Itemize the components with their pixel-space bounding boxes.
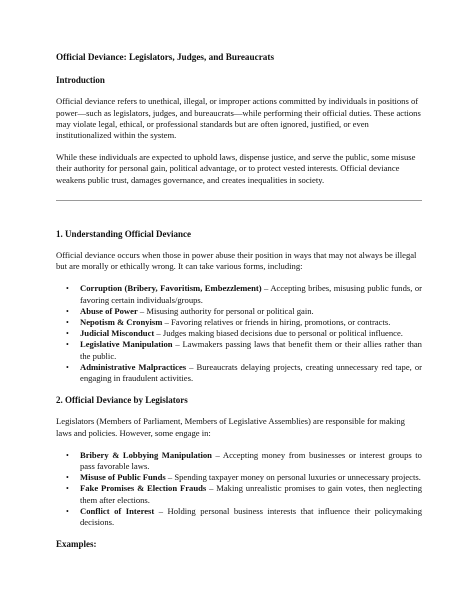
list-item-description: – Favoring relatives or friends in hiring, promotions, or contracts. [162, 317, 391, 328]
bullet-icon: • [66, 340, 69, 350]
list-item-term: Misuse of Public Funds [80, 472, 166, 483]
list-item [56, 328, 422, 339]
list-item-description: – Accepting bribes, misusing public funds, or favoring certain individuals/groups. [80, 283, 422, 305]
list-item-term: Legislative Manipulation [80, 339, 173, 350]
list-item [56, 362, 422, 384]
section-2-bullet-list [56, 450, 422, 528]
section-1-bullet-list [56, 283, 422, 384]
section-2-paragraph: Legislators (Members of Parliament, Members of Legislative Assemblies) are responsible for making laws and policies. However, some engage in: [56, 416, 405, 438]
list-item [56, 450, 422, 472]
document-title: Official Deviance: Legislators, Judges, and Bureaucrats [56, 52, 275, 62]
section-2-heading: 2. Official Deviance by Legislators [56, 395, 188, 406]
list-item-term: Fake Promises & Election Frauds [80, 483, 207, 494]
bullet-icon: • [66, 473, 69, 483]
list-item-description: – Bureaucrats delaying projects, creating unnecessary red tape, or engaging in fraudulent activities. [80, 361, 422, 384]
list-item-description: – Spending taxpayer money on personal luxuries or unnecessary projects. [165, 472, 421, 483]
section-divider [56, 200, 422, 201]
list-item-description: – Misusing authority for personal or political gain. [137, 305, 314, 316]
list-item-term: Corruption (Bribery, Favoritism, Embezzlement) [80, 283, 262, 294]
list-item-term: Bribery & Lobbying Manipulation [80, 449, 212, 460]
section-1-paragraph: Official deviance occurs when those in power abuse their position in ways that may not always be illegal but are morally or ethically wrong. It can take various forms, including: [56, 250, 417, 272]
list-item [56, 306, 422, 317]
list-item [56, 283, 422, 305]
list-item-term: Administrative Malpractices [80, 361, 187, 372]
list-item-term: Nepotism & Cronyism [80, 317, 163, 328]
list-item-description: – Making unrealistic promises to gain votes, then neglecting them after elections. [80, 483, 422, 505]
examples-heading: Examples: [56, 539, 97, 550]
list-item-description: – Accepting money from businesses or interest groups to pass favorable laws. [80, 449, 422, 472]
list-item-term: Abuse of Power [80, 305, 138, 316]
list-item-term: Judicial Misconduct [80, 328, 155, 339]
list-item [56, 317, 422, 328]
list-item-description: – Lawmakers passing laws that benefit them or their allies rather than the public. [80, 339, 422, 361]
bullet-icon: • [66, 284, 69, 294]
intro-heading: Introduction [56, 75, 105, 86]
bullet-icon: • [66, 362, 69, 372]
intro-paragraph-1: Official deviance refers to unethical, illegal, or improper actions committed by individuals in positions of power—such as legislators, judges, and bureaucrats—while performing their official duties. These actions may violate legal, ethical, or professional standards but are often ignored, justified, or even institutionalized within the system. [56, 96, 421, 141]
intro-paragraph-2: While these individuals are expected to uphold laws, dispense justice, and serve the public, some misuse their authority for personal gain, political advantage, or to protect vested interests. Official deviance weakens public trust, damages governance, and creates inequalities in society. [56, 152, 416, 185]
list-item-description: – Judges making biased decisions due to personal or political influence. [154, 328, 403, 339]
list-item [56, 339, 422, 361]
bullet-icon: • [66, 318, 69, 328]
section-1-heading: 1. Understanding Official Deviance [56, 228, 191, 239]
bullet-icon: • [66, 484, 69, 494]
bullet-icon: • [66, 306, 69, 316]
list-item [56, 483, 422, 505]
bullet-icon: • [66, 450, 69, 460]
list-item-description: – Holding personal business interests that influence their policymaking decisions. [80, 505, 423, 528]
list-item-term: Conflict of Interest [80, 505, 155, 516]
bullet-icon: • [66, 329, 69, 339]
list-item [56, 472, 422, 483]
document-page [56, 52, 422, 561]
bullet-icon: • [66, 506, 69, 516]
list-item [56, 506, 422, 528]
